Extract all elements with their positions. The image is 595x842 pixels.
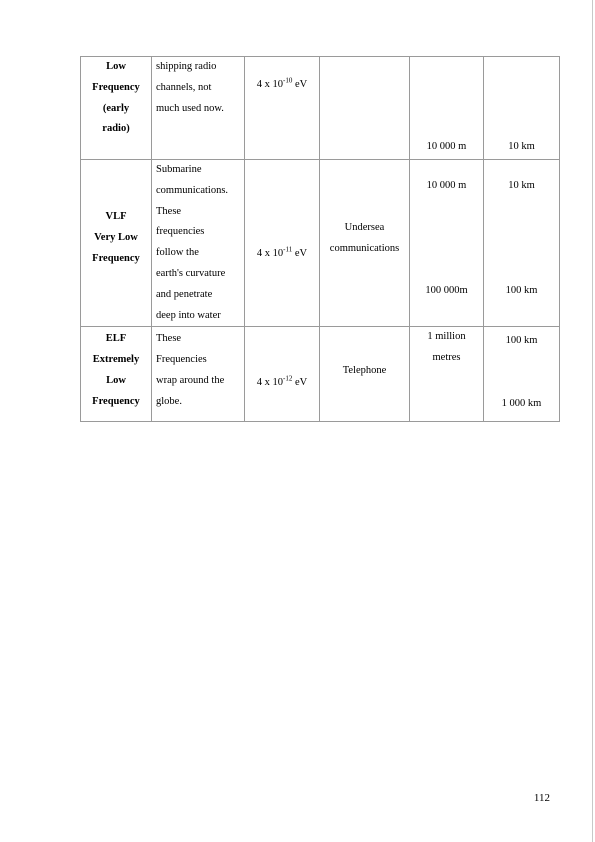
page-number: 112 [533,792,550,804]
band-line: Low [106,374,126,386]
application-cell [320,57,410,160]
use-line: These [156,333,182,345]
energy-cell [245,327,320,422]
use-line: Frequencies [156,354,207,366]
wavelength-value: 100 000m [425,285,468,296]
band-cell [81,57,152,160]
use-line: deep into water [156,309,221,321]
band-line: Frequency [92,395,140,407]
use-line: shipping radio [156,61,217,72]
wavelength-value: 10 000 m [426,180,467,191]
energy-value: 4 x $10^{-11}$ eV [256,245,308,259]
antenna-value: 100 km [505,335,538,347]
use-line: much used now. [156,102,224,114]
wavelength-cell [410,327,484,422]
antenna-value: 10 km [508,180,535,191]
band-line: radio) [102,123,130,135]
wavelength-value: 10 000 m [426,141,467,152]
use-line: Submarine [156,164,202,175]
band-cell [81,160,152,327]
use-line: channels, not [156,81,212,93]
application-line: Telephone [342,365,387,377]
energy-cell [245,160,320,327]
energy-value: 4 x $10^{-12}$ eV [256,374,308,389]
application-cell [320,160,410,327]
energy-cell [245,57,320,160]
antenna-cell [484,160,560,327]
use-line: follow the [156,247,199,259]
band-line: VLF [105,211,127,222]
band-line: Extremely [92,354,140,366]
frequency-band-table [80,56,560,422]
band-line: Frequency [92,81,140,93]
application-line: Undersea [344,222,385,233]
antenna-value: 10 km [508,141,535,152]
wavelength-cell [410,57,484,160]
table-row-elf [81,327,560,422]
antenna-value: 100 km [505,285,538,296]
band-cell [81,327,152,422]
application-line: communications [329,242,400,254]
use-line: globe. [156,395,182,407]
table-row-low-frequency [81,57,560,160]
wavelength-value: metres [432,352,461,364]
antenna-cell [484,327,560,422]
energy-value: 4 x $10^{-10}$ eV [256,76,308,90]
use-line: communications. [156,184,229,196]
antenna-cell [484,57,560,160]
band-line: Low [106,61,126,72]
use-cell [152,57,245,160]
table-row-vlf [81,160,560,327]
wavelength-cell [410,160,484,327]
use-line: These [156,205,182,217]
application-cell [320,327,410,422]
wavelength-value: 1 million [427,331,466,343]
use-line: wrap around the [156,374,225,386]
use-cell [152,327,245,422]
band-line: (early [102,102,130,114]
use-line: earth's curvature [156,267,226,279]
use-line: and penetrate [156,288,213,300]
band-line: Very Low [94,231,138,243]
band-line: ELF [105,333,127,345]
use-line: frequencies [156,226,205,238]
antenna-value: 1 000 km [501,398,542,410]
page-edge [592,0,593,842]
use-cell [152,160,245,327]
band-line: Frequency [92,252,140,264]
